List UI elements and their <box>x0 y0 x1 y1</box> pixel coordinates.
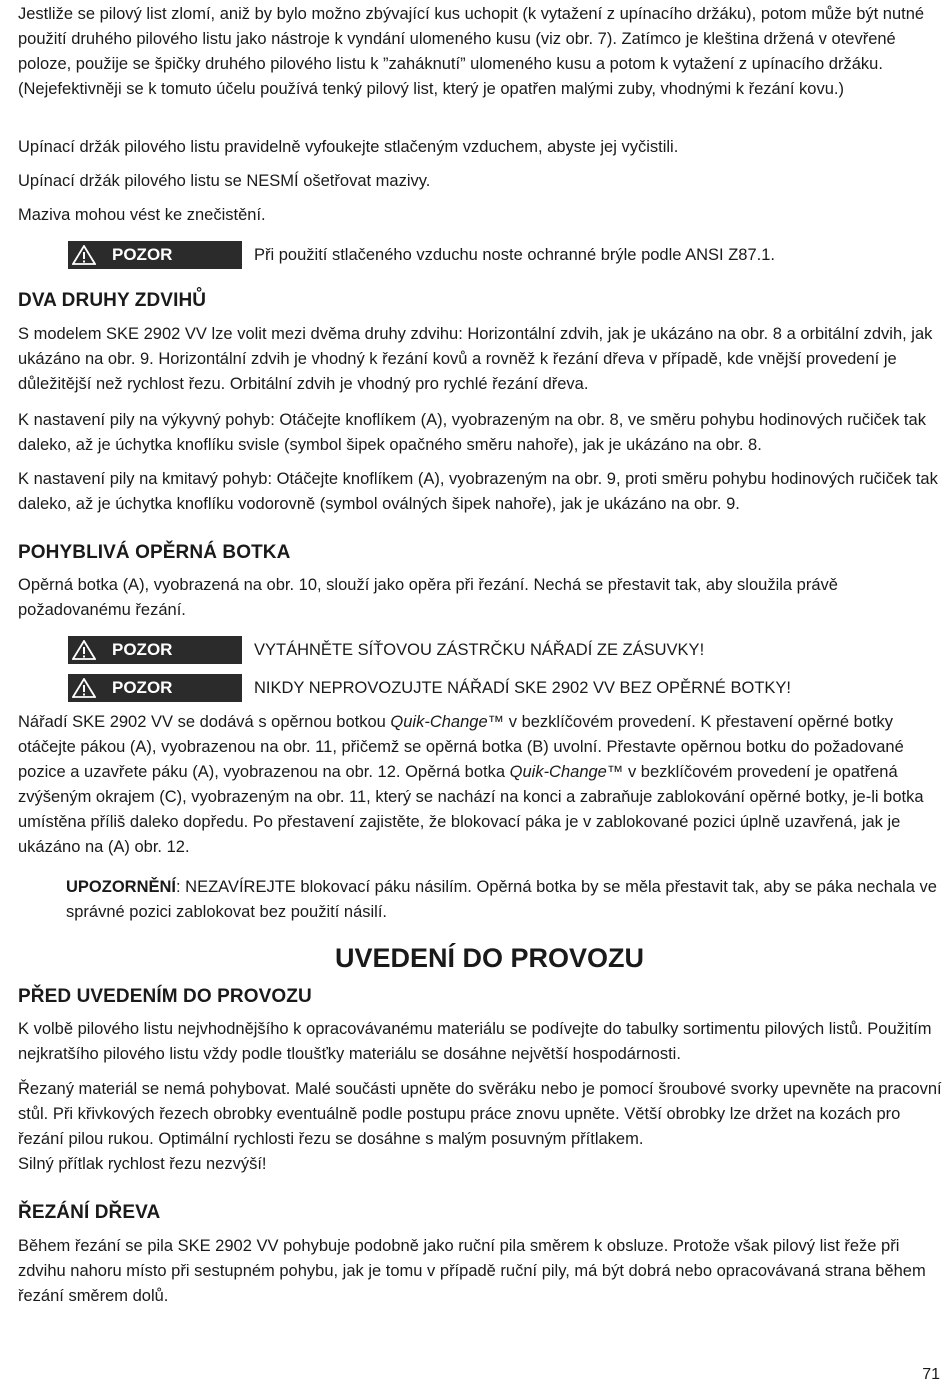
paragraph-lubricant-dirt: Maziva mohou vést ke znečistění. <box>18 206 266 224</box>
warning-text: NIKDY NEPROVOZUJTE NÁŘADÍ SKE 2902 VV BEZ OPĚRNÉ BOTKY! <box>254 678 792 697</box>
heading-wood-cutting: ŘEZÁNÍ DŘEVA <box>18 1202 161 1223</box>
page-number: 71 <box>922 1366 940 1383</box>
heading-two-stroke-types: DVA DRUHY ZDVIHŮ <box>18 290 207 311</box>
warning-never-without-shoe <box>68 674 791 702</box>
warning-badge <box>68 674 242 702</box>
paragraph-stroke-modes: S modelem SKE 2902 VV lze volit mezi dvěma druhy zdvihu: Horizontální zdvih, jak je ukázáno na obr. 8 a orbitální zdvih, jak ukázáno na obr. 9. Horizontální zdvih je vhodný k řezání kovů a rovněž k řezání dřeva v případě, kde vnější provedení je důležitější než rychlost řezu. Orbitální zdvih je vhodný pro rychlé řezání dřeva. <box>18 325 933 393</box>
warning-label: POZOR <box>112 678 173 697</box>
note-label: UPOZORNĚNÍ <box>66 878 177 896</box>
warning-triangle-icon <box>72 640 96 660</box>
paragraph-blade-choice: K volbě pilového listu nejvhodnějšího k opracovávanému materiálu se podívejte do tabulky sortimentu pilových listů. Použitím nejkratšího pilového listu vždy podle tloušťky materiálu se dosáhne největší hospodárnosti. <box>18 1020 932 1063</box>
heading-movable-shoe: POHYBLIVÁ OPĚRNÁ BOTKA <box>18 542 291 563</box>
paragraph-quik-change: Nářadí SKE 2902 VV se dodává s opěrnou botkou Quik-Change™ v bezklíčovém provedení. K přestavení opěrné botky otáčejte pákou (A), vyobrazenou na obr. 11, přičemž se opěrná botka (B) uvolní. Přestavte opěrnou botku do požadované pozice a uzavřete páku (A), vyobrazenou na obr. 12. Opěrná botka Quik-Change™ v bezklíčovém provedení je opatřená zvýšeným okrajem (C), vyobrazeným na obr. 11, který se nachází na konci a zabraňuje zablokování opěrné botky, je-li botka umístěna příliš daleko dopředu. Po přestavení zajistěte, že blokovací páka je v zablokované pozici úplně uzavřená, jak je ukázáno na (A) obr. 12. <box>18 713 924 856</box>
paragraph-broken-blade: Jestliže se pilový list zlomí, aniž by bylo možno zbývající kus uchopit (k vytažení z upínacího držáku), potom může být nutné použití druhého pilového listu jako nástroje k vyndání ulomeného kusu (viz obr. 7). Zatímco je kleština držená v otevřené poloze, použije se špičky druhého pilového listu k ”zaháknutí” ulomeného kusu a potom k vytažení z upínacího držáku. (Nejefektivněji se k tomuto účelu používá tenký pilový list, který je opatřen malými zuby, vhodnými k řezání kovu.) <box>18 5 925 98</box>
paragraph-wood-cutting: Během řezání se pila SKE 2902 VV pohybuje podobně jako ruční pila směrem k obsluze. Protože však pilový list řeže při zdvihu nahoru místo při sestupném pohybu, jak je tomu v případě ruční pily, má být dobrá nebo opracovávaná strana během řezání směrem dolů. <box>18 1237 926 1305</box>
paragraph-workpiece: Řezaný materiál se nemá pohybovat. Malé součásti upněte do svěráku nebo je pomocí šroubové svorky upevněte na pracovní stůl. Při křivkových řezech obrobky eventuálně podle postupu práce znovu upněte. Větší obrobky lze držet na kozách pro řezání pilou rukou. Optimální rychlosti řezu se dosáhne s malým posuvným přítlakem. Silný přítlak rychlost řezu nezvýší! <box>18 1080 942 1173</box>
warning-label: POZOR <box>112 640 173 659</box>
paragraph-orbital-setting: K nastavení pily na kmitavý pohyb: Otáčejte knoflíkem (A), vyobrazeným na obr. 9, proti směru pohybu hodinových ručiček tak daleko, až je úchytka knoflíku vodorovně (symbol oválných šipek nahoře), jak je ukázáno na obr. 9. <box>18 470 938 513</box>
paragraph-shoe-intro: Opěrná botka (A), vyobrazená na obr. 10, slouží jako opěra při řezání. Nechá se přestavit tak, aby sloužila právě požadovanému řezání. <box>18 576 838 619</box>
warning-label: POZOR <box>112 245 173 264</box>
warning-text: VYTÁHNĚTE SÍŤOVOU ZÁSTRČKU NÁŘADÍ ZE ZÁSUVKY! <box>254 640 705 659</box>
paragraph-oscillating-setting: K nastavení pily na výkyvný pohyb: Otáčejte knoflíkem (A), vyobrazeným na obr. 8, ve směru pohybu hodinových ručiček tak daleko, až je úchytka knoflíku svisle (symbol šipek opačného směru nahoře), jak je ukázáno na obr. 8. <box>18 411 926 454</box>
heading-before-commissioning: PŘED UVEDENÍM DO PROVOZU <box>18 986 312 1007</box>
paragraph-no-lubricant: Upínací držák pilového listu se NESMÍ ošetřovat mazivy. <box>18 172 431 190</box>
warning-unplug <box>68 636 704 664</box>
warning-triangle-icon <box>72 245 96 265</box>
warning-badge <box>68 241 242 269</box>
warning-badge <box>68 636 242 664</box>
heading-commissioning: UVEDENÍ DO PROVOZU <box>335 943 645 973</box>
note-warning: UPOZORNĚNÍ: NEZAVÍREJTE blokovací páku násilím. Opěrná botka by se měla přestavit tak, aby se páka nechala ve správné pozici zablokovat bez použití násilí. <box>66 878 937 921</box>
warning-compressed-air <box>68 241 775 269</box>
warning-text: Při použití stlačeného vzduchu noste ochranné brýle podle ANSI Z87.1. <box>254 245 775 264</box>
warning-triangle-icon <box>72 678 96 698</box>
paragraph-clean-holder: Upínací držák pilového listu pravidelně vyfoukejte stlačeným vzduchem, abyste jej vyčistili. <box>18 138 679 156</box>
